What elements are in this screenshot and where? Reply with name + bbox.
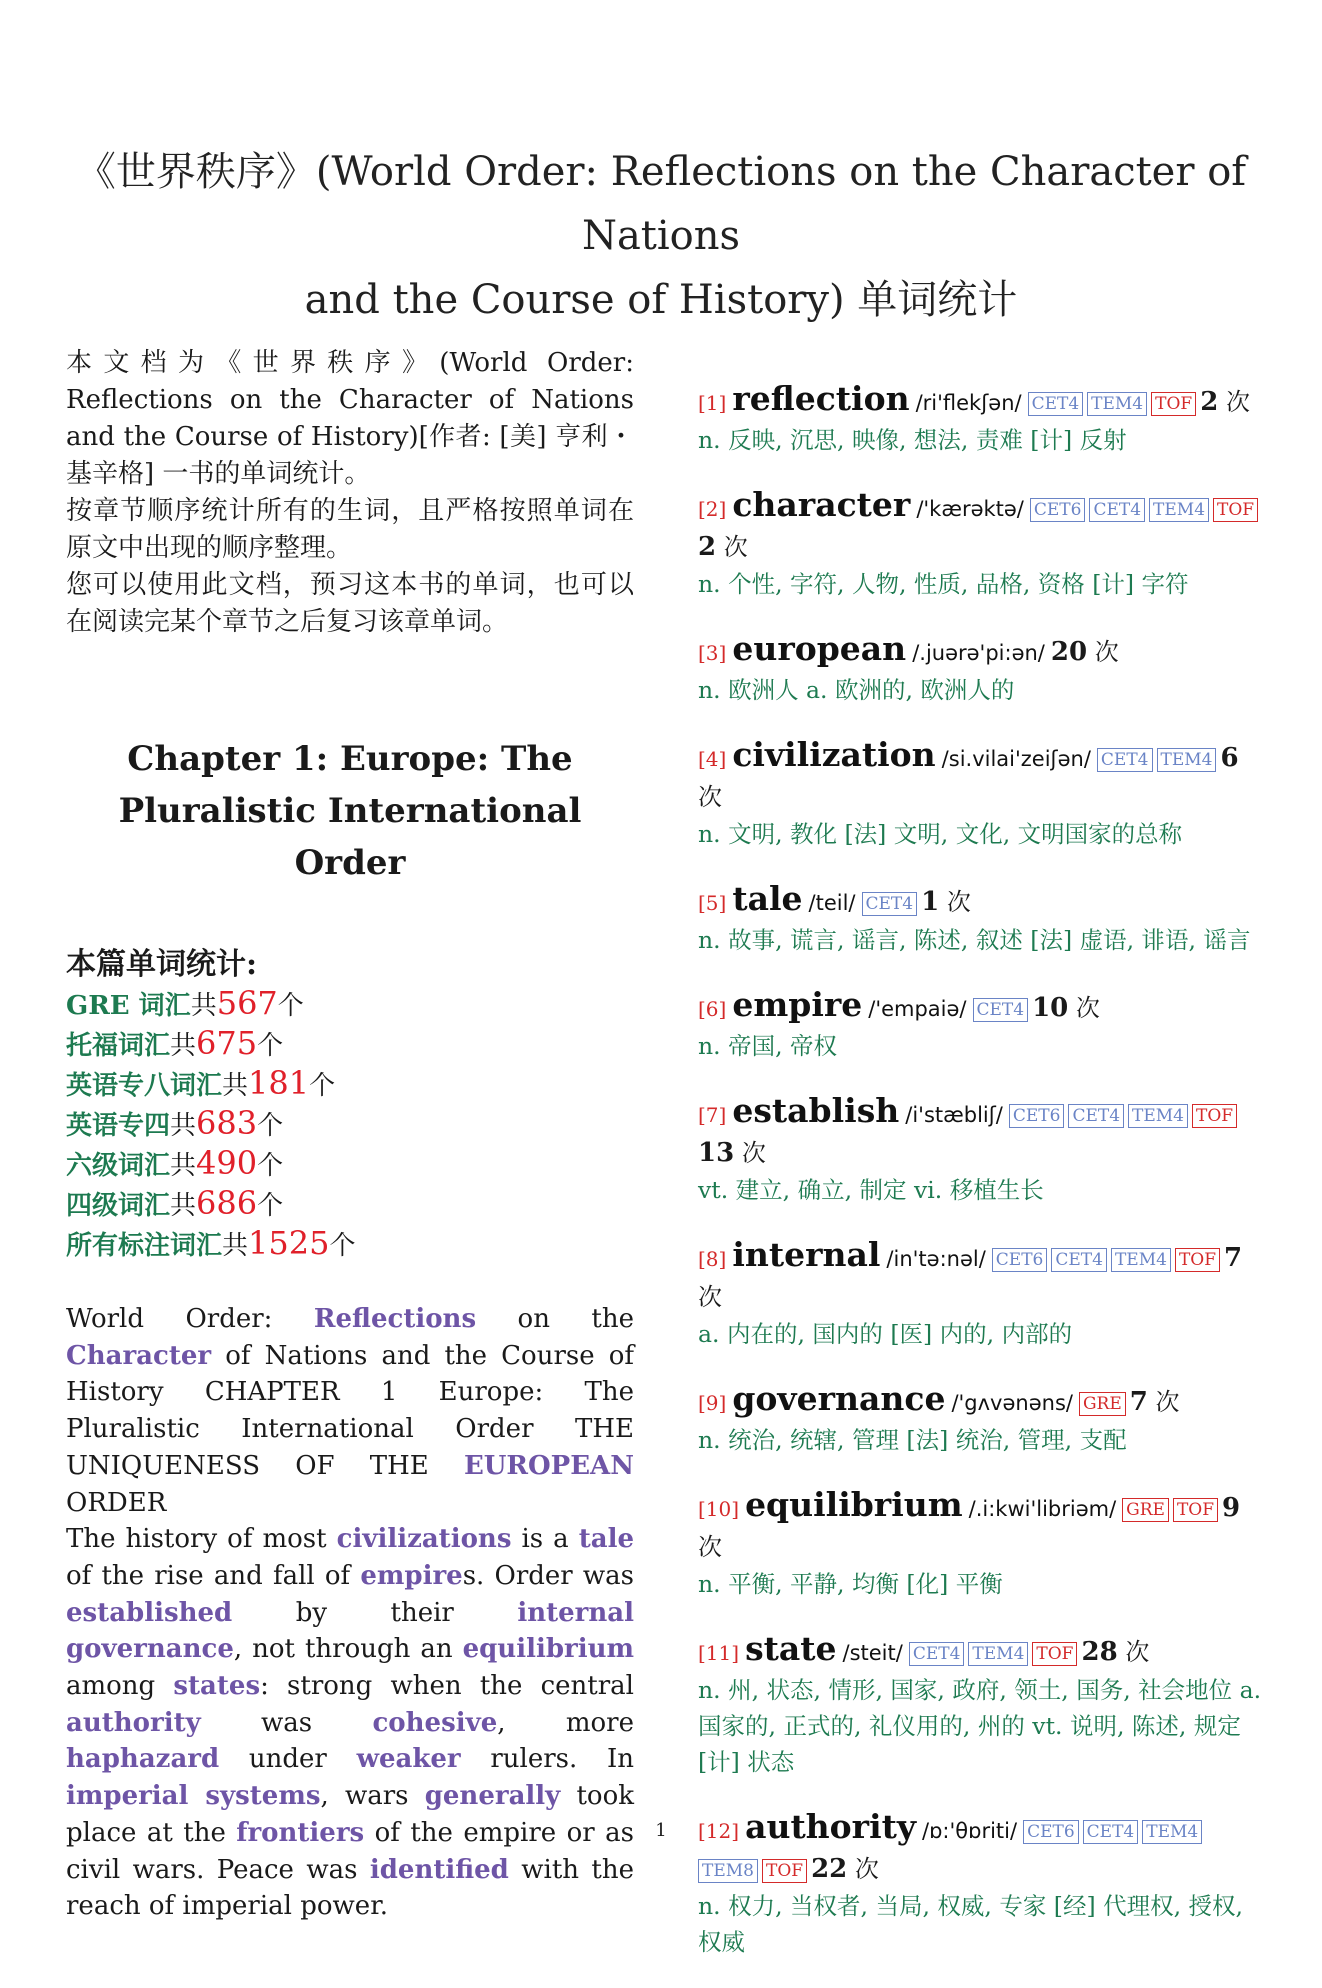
stat-unit: 个 xyxy=(277,991,304,1021)
intro xyxy=(66,345,634,641)
exam-tag: TEM8 xyxy=(698,1859,758,1883)
stat-label: 所有标注词汇 xyxy=(66,1231,223,1261)
exam-tag: TEM4 xyxy=(1128,1104,1188,1128)
entry-count: 9 xyxy=(1222,1493,1241,1523)
passage-text: rulers. In xyxy=(460,1744,634,1775)
word-entry-head xyxy=(698,630,1270,672)
entry-index: [4] xyxy=(698,747,727,771)
highlighted-word: haphazard xyxy=(66,1744,220,1775)
passage-text: , not through an xyxy=(233,1634,463,1665)
passage-text: of Nations and the Course of History CHAPTER 1 Europe: The Pluralistic International Order THE UNIQUENESS OF THE xyxy=(66,1340,634,1481)
entry-word: authority xyxy=(745,1807,917,1846)
stat-mid: 共 xyxy=(222,1231,249,1261)
entry-definition: a. 内在的, 国内的 [医] 内的, 内部的 xyxy=(698,1320,1073,1348)
highlighted-word: EUROPEAN xyxy=(463,1450,634,1481)
passage-text: is a xyxy=(511,1524,579,1555)
intro-paragraph: 您可以使用此文档，预习这本书的单词，也可以在阅读完某个章节之后复习该章单词。 xyxy=(66,570,634,637)
passage-text: : strong when the central xyxy=(260,1671,634,1702)
stat-item xyxy=(66,1025,634,1065)
word-entry-head xyxy=(698,1486,1270,1566)
passage-text: under xyxy=(219,1744,357,1775)
exam-tag: GRE xyxy=(1079,1392,1126,1416)
passage-text: The history of most xyxy=(66,1524,337,1555)
entry-pronunciation: /'gʌvənəns/ xyxy=(951,1391,1073,1415)
entry-count: 28 xyxy=(1081,1637,1118,1667)
entry-index: [1] xyxy=(698,391,727,415)
passage-text: of the rise and fall of xyxy=(66,1560,361,1591)
stat-unit: 个 xyxy=(329,1231,356,1261)
entry-pronunciation: /.juərə'pi:ən/ xyxy=(912,641,1045,665)
exam-tag: CET4 xyxy=(1028,392,1084,416)
stat-label: GRE 词汇 xyxy=(66,991,191,1021)
exam-tag: TOF xyxy=(762,1859,807,1883)
entry-pronunciation: /si.vilai'zeiʃən/ xyxy=(941,747,1091,771)
entry-count-unit: 次 xyxy=(1225,388,1250,416)
exam-tag: CET4 xyxy=(1051,1248,1107,1272)
word-entry-head xyxy=(698,380,1270,422)
entry-definition: vt. 建立, 确立, 制定 vi. 移植生长 xyxy=(698,1176,1044,1204)
passage-text: s. Order was xyxy=(462,1560,634,1591)
entry-word: establish xyxy=(732,1091,900,1130)
word-entry-head xyxy=(698,1092,1270,1172)
exam-tag: TEM4 xyxy=(1157,748,1217,772)
entry-definition: n. 故事, 谎言, 谣言, 陈述, 叙述 [法] 虚语, 诽语, 谣言 xyxy=(698,926,1251,954)
word-entry-head xyxy=(698,736,1270,816)
exam-tag: CET4 xyxy=(909,1642,965,1666)
entry-count-unit: 次 xyxy=(854,1855,879,1883)
exam-tag: CET6 xyxy=(992,1248,1048,1272)
entry-count-unit: 次 xyxy=(698,783,722,811)
exam-tag: CET6 xyxy=(1030,498,1086,522)
exam-tag: TEM4 xyxy=(1149,498,1209,522)
stat-number: 1525 xyxy=(248,1224,330,1262)
stat-number: 683 xyxy=(196,1104,258,1142)
exam-tag: CET4 xyxy=(1068,1104,1124,1128)
entry-count: 22 xyxy=(811,1854,848,1884)
highlighted-word: frontiers xyxy=(236,1817,365,1848)
entry-pronunciation: /steit/ xyxy=(842,1641,903,1665)
word-entry xyxy=(698,736,1270,852)
word-entry xyxy=(698,880,1270,958)
exam-tag: GRE xyxy=(1122,1498,1169,1522)
entry-pronunciation: /teil/ xyxy=(808,891,856,915)
passage-text: on the xyxy=(476,1304,634,1334)
exam-tag: TOF xyxy=(1151,392,1196,416)
highlighted-word: generally xyxy=(424,1781,561,1812)
exam-tag: TOF xyxy=(1213,498,1258,522)
exam-tag: TEM4 xyxy=(1142,1820,1202,1844)
entry-pronunciation: /in'tə:nəl/ xyxy=(886,1247,986,1271)
word-entry xyxy=(698,1236,1270,1352)
exam-tag: TEM4 xyxy=(968,1642,1028,1666)
stat-label: 托福词汇 xyxy=(66,1031,171,1061)
exam-tag: CET6 xyxy=(1009,1104,1065,1128)
entry-count: 2 xyxy=(1200,387,1219,417)
stat-label: 四级词汇 xyxy=(66,1191,171,1221)
exam-tag: TOF xyxy=(1032,1642,1077,1666)
word-entry-head xyxy=(698,1236,1270,1316)
entry-word: equilibrium xyxy=(745,1485,963,1524)
entry-word: civilization xyxy=(732,735,936,774)
entry-index: [2] xyxy=(698,497,727,521)
stat-unit: 个 xyxy=(309,1071,336,1101)
exam-tag: CET4 xyxy=(1083,1820,1139,1844)
exam-tag: TOF xyxy=(1173,1498,1218,1522)
entry-definition: n. 文明, 教化 [法] 文明, 文化, 文明国家的总称 xyxy=(698,820,1183,848)
highlighted-word: cohesive xyxy=(372,1707,498,1738)
chapter-heading-line1: Chapter 1: Europe: The xyxy=(127,739,573,779)
entry-definition: n. 个性, 字符, 人物, 性质, 品格, 资格 [计] 字符 xyxy=(698,570,1189,598)
entry-index: [9] xyxy=(698,1391,727,1415)
highlighted-word: equilibrium xyxy=(462,1634,634,1665)
entry-count: 2 xyxy=(698,532,717,562)
highlighted-word: states xyxy=(173,1671,261,1702)
passage-paragraph xyxy=(66,1521,634,1925)
entry-count: 6 xyxy=(1220,743,1239,773)
stat-item xyxy=(66,1105,634,1145)
stat-mid: 共 xyxy=(190,991,217,1021)
stat-mid: 共 xyxy=(170,1031,197,1061)
word-entry-head xyxy=(698,486,1270,566)
entry-index: [6] xyxy=(698,997,727,1021)
entry-count: 10 xyxy=(1032,993,1069,1023)
entry-pronunciation: /'kærəktə/ xyxy=(916,497,1024,521)
stat-number: 181 xyxy=(248,1064,310,1102)
highlighted-word: weaker xyxy=(356,1744,461,1775)
entry-pronunciation: /'empaiə/ xyxy=(868,997,967,1021)
stats-title: 本篇单词统计: xyxy=(66,947,258,982)
intro-paragraph: 按章节顺序统计所有的生词，且严格按照单词在原文中出现的顺序整理。 xyxy=(66,496,634,563)
entry-word: reflection xyxy=(732,379,910,418)
chapter-heading xyxy=(66,733,634,889)
entry-count-unit: 次 xyxy=(1155,1388,1180,1416)
stat-unit: 个 xyxy=(257,1191,284,1221)
entry-count: 20 xyxy=(1050,637,1088,667)
stat-label: 六级词汇 xyxy=(66,1151,171,1181)
entry-count-unit: 次 xyxy=(698,1283,722,1311)
entry-count: 13 xyxy=(698,1138,735,1168)
passage-text: , more xyxy=(497,1707,634,1738)
highlighted-word: Reflections xyxy=(313,1304,477,1334)
entry-pronunciation: /ɒ:'θɒriti/ xyxy=(922,1819,1018,1843)
word-entry xyxy=(698,1092,1270,1208)
highlighted-word: tale xyxy=(578,1524,635,1555)
stat-item xyxy=(66,1065,634,1105)
word-entry xyxy=(698,1486,1270,1602)
entry-count-unit: 次 xyxy=(698,1533,722,1561)
word-entry xyxy=(698,1630,1270,1780)
entry-count-unit: 次 xyxy=(1094,638,1119,666)
entry-word: empire xyxy=(732,985,863,1024)
highlighted-word: established xyxy=(66,1597,233,1628)
exam-tag: CET4 xyxy=(1089,498,1145,522)
entry-word: european xyxy=(732,629,907,668)
entry-count: 7 xyxy=(1224,1243,1243,1273)
exam-tag: TEM4 xyxy=(1087,392,1147,416)
entry-count-unit: 次 xyxy=(723,533,748,561)
entry-word: tale xyxy=(732,879,803,918)
highlighted-word: governance xyxy=(66,1634,234,1665)
exam-tag: CET4 xyxy=(1097,748,1153,772)
entry-definition: n. 平衡, 平静, 均衡 [化] 平衡 xyxy=(698,1570,1003,1598)
stat-unit: 个 xyxy=(257,1031,284,1061)
highlighted-word: imperial systems xyxy=(66,1781,321,1812)
stat-number: 490 xyxy=(196,1144,258,1182)
entry-word: internal xyxy=(732,1235,881,1274)
exam-tag: CET4 xyxy=(973,998,1029,1022)
word-entry-head xyxy=(698,880,1270,922)
stat-number: 567 xyxy=(216,984,278,1022)
exam-tag: TEM4 xyxy=(1111,1248,1171,1272)
stat-item xyxy=(66,985,634,1025)
passage-text: by their xyxy=(232,1597,518,1628)
entry-definition: n. 帝国, 帝权 xyxy=(698,1032,838,1060)
entry-definition: n. 欧洲人 a. 欧洲的, 欧洲人的 xyxy=(698,676,1015,704)
passage-paragraph xyxy=(66,1301,634,1521)
word-list xyxy=(698,380,1270,1988)
stat-mid: 共 xyxy=(170,1151,197,1181)
word-entry-head xyxy=(698,1380,1270,1422)
entry-count-unit: 次 xyxy=(741,1139,766,1167)
word-entry xyxy=(698,1380,1270,1458)
entry-count: 1 xyxy=(921,887,940,917)
highlighted-word: internal xyxy=(517,1597,634,1628)
highlighted-word: Character xyxy=(66,1340,212,1371)
stat-number: 675 xyxy=(196,1024,258,1062)
passage-text: ORDER xyxy=(66,1487,167,1518)
entry-count-unit: 次 xyxy=(1125,1638,1150,1666)
stat-mid: 共 xyxy=(222,1071,249,1101)
word-entry xyxy=(698,380,1270,458)
highlighted-word: civilizations xyxy=(336,1524,512,1555)
passage-text: with the reach of imperial power. xyxy=(66,1854,634,1922)
entry-pronunciation: /.i:kwi'libriəm/ xyxy=(968,1497,1117,1521)
stat-mid: 共 xyxy=(170,1191,197,1221)
entry-definition: n. 统治, 统辖, 管理 [法] 统治, 管理, 支配 xyxy=(698,1426,1127,1454)
stat-item xyxy=(66,1145,634,1185)
page-number: 1 xyxy=(655,1820,667,1841)
entry-definition: n. 州, 状态, 情形, 国家, 政府, 领土, 国务, 社会地位 a. 国家的, 正式的, 礼仪用的, 州的 vt. 说明, 陈述, 规定 [计] 状态 xyxy=(698,1676,1262,1776)
entry-definition: n. 反映, 沉思, 映像, 想法, 责难 [计] 反射 xyxy=(698,426,1127,454)
entry-word: state xyxy=(745,1629,837,1668)
stat-unit: 个 xyxy=(257,1111,284,1141)
passage-text: , wars xyxy=(320,1781,425,1812)
page-title xyxy=(40,140,1282,332)
entry-count-unit: 次 xyxy=(1075,994,1100,1022)
exam-tag: CET4 xyxy=(862,892,918,916)
stat-item xyxy=(66,1225,634,1265)
passage-text: of the empire or as civil wars. Peace was xyxy=(66,1817,635,1885)
chapter-heading-line2: Pluralistic International Order xyxy=(118,791,582,883)
stats-list xyxy=(66,985,634,1265)
word-entry xyxy=(698,630,1270,708)
entry-index: [11] xyxy=(698,1641,740,1665)
passage-text: World Order: xyxy=(66,1304,314,1334)
entry-index: [10] xyxy=(698,1497,740,1521)
left-column xyxy=(66,345,634,1925)
passage-text: took place at the xyxy=(66,1781,634,1848)
entry-pronunciation: /i'stæbliʃ/ xyxy=(905,1103,1003,1127)
entry-word: governance xyxy=(732,1379,946,1418)
highlighted-word: identified xyxy=(369,1854,509,1885)
word-entry-head xyxy=(698,1630,1270,1672)
entry-index: [5] xyxy=(698,891,727,915)
entry-index: [12] xyxy=(698,1819,740,1843)
stat-unit: 个 xyxy=(257,1151,284,1181)
entry-index: [8] xyxy=(698,1247,727,1271)
entry-pronunciation: /ri'flekʃən/ xyxy=(915,391,1022,415)
entry-definition: n. 权力, 当权者, 当局, 权威, 专家 [经] 代理权, 授权, 权威 xyxy=(698,1892,1244,1956)
page-title-line2: and the Course of History) 单词统计 xyxy=(304,277,1018,323)
highlighted-word: authority xyxy=(66,1707,201,1738)
intro-paragraph: 本文档为《世界秩序》(World Order: Reflections on the Character of Nations and the Course of History)[作者: [美] 亨利・基辛格] 一书的单词统计。 xyxy=(66,348,634,489)
exam-tag: TOF xyxy=(1192,1104,1237,1128)
entry-word: character xyxy=(732,485,911,524)
entry-index: [3] xyxy=(698,641,727,665)
stat-number: 686 xyxy=(196,1184,258,1222)
entry-count: 7 xyxy=(1129,1387,1148,1417)
stat-item xyxy=(66,1185,634,1225)
passage-text: among xyxy=(66,1671,174,1702)
word-entry xyxy=(698,986,1270,1064)
word-entry xyxy=(698,486,1270,602)
exam-tag: CET6 xyxy=(1023,1820,1079,1844)
exam-tag: TOF xyxy=(1175,1248,1220,1272)
stat-label: 英语专四 xyxy=(66,1111,171,1141)
passage-text: was xyxy=(200,1707,373,1738)
entry-count-unit: 次 xyxy=(946,888,971,916)
stat-mid: 共 xyxy=(170,1111,197,1141)
entry-index: [7] xyxy=(698,1103,727,1127)
highlighted-word: empire xyxy=(360,1560,463,1591)
word-entry-head xyxy=(698,986,1270,1028)
page-title-line1: 《世界秩序》(World Order: Reflections on the Character of Nations xyxy=(75,149,1247,259)
stat-label: 英语专八词汇 xyxy=(66,1071,223,1101)
